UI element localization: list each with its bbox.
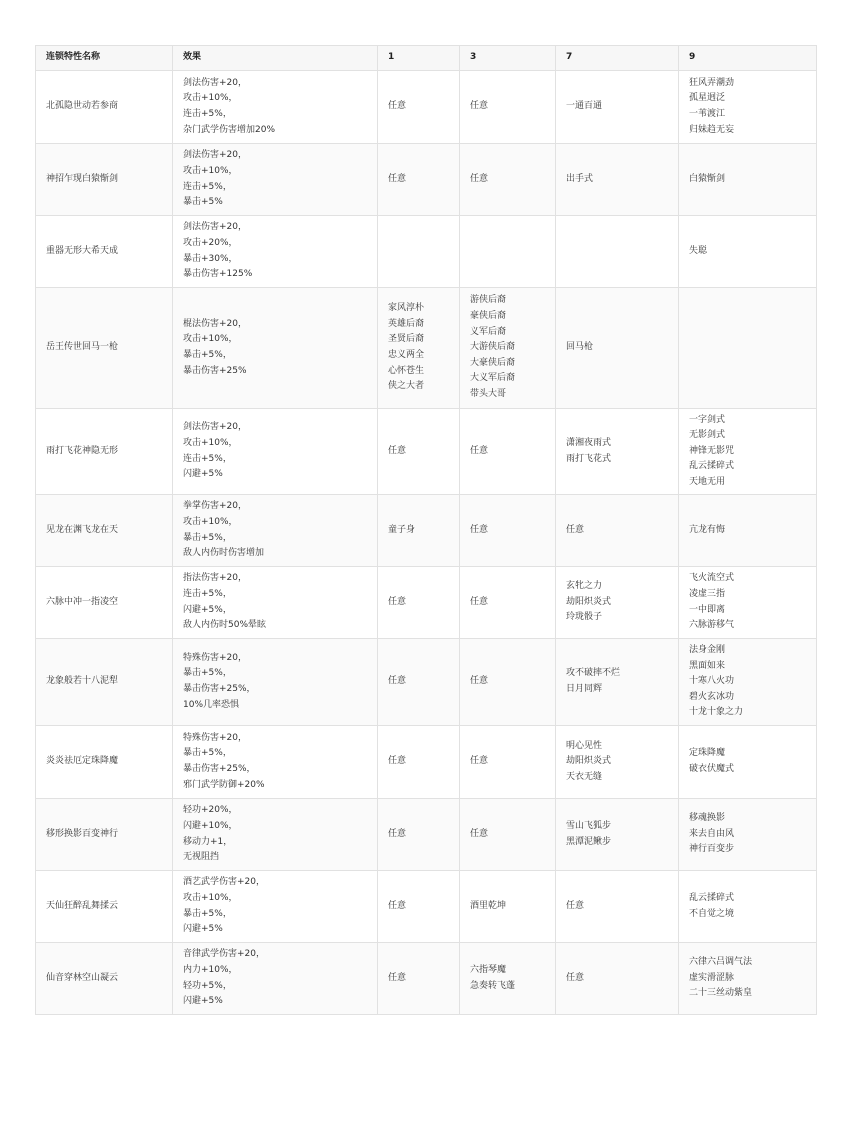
level-9-line: 飞火流空式 (689, 573, 735, 584)
level-9-line: 失聪 (689, 245, 708, 256)
level-7-line: 明心见性 (566, 740, 603, 751)
effect-cell (173, 567, 378, 639)
effect-line: 连击+5%， (183, 453, 232, 464)
level-3-cell (460, 288, 556, 409)
level-7-line: 出手式 (566, 173, 594, 184)
level-9-line: 移魂换影 (689, 813, 726, 824)
level-1-cell (378, 799, 460, 871)
level-1-line: 任意 (388, 445, 407, 456)
table-row (36, 144, 817, 216)
level-9-line: 来去自由风 (689, 828, 735, 839)
effect-line: 连击+5%， (183, 588, 232, 599)
level-9-cell (679, 639, 817, 726)
level-3-line: 六指琴魔 (470, 964, 507, 975)
level-7-cell (556, 144, 679, 216)
table-row (36, 799, 817, 871)
level-1-line: 忠义两全 (388, 350, 425, 360)
trait-name-cell: 移形换影百变神行 (36, 799, 173, 871)
effect-line: 暴击+5%， (183, 532, 232, 543)
effect-line: 攻击+10%， (183, 892, 238, 903)
level-3-line: 急奏转飞蓬 (470, 980, 516, 991)
effect-line: 剑法伤害+20， (183, 77, 247, 88)
level-3-cell (460, 71, 556, 144)
level-7-line: 劫阳炽炎式 (566, 756, 612, 767)
effect-line: 闪避+5%， (183, 604, 232, 615)
effect-line: 闪避+5% (183, 924, 223, 935)
level-9-cell (679, 288, 817, 409)
effect-line: 无视阻挡 (183, 852, 220, 863)
level-7-line: 任意 (566, 972, 585, 983)
trait-name-cell: 雨打飞花神隐无形 (36, 409, 173, 495)
table-row (36, 943, 817, 1015)
effect-line: 剑法伤害+20， (183, 422, 247, 433)
level-7-cell (556, 726, 679, 799)
level-9-line: 神行百变步 (689, 844, 735, 855)
effect-line: 剑法伤害+20， (183, 222, 247, 233)
effect-line: 闪避+5% (183, 996, 223, 1007)
level-1-line: 心怀苍生 (388, 365, 425, 376)
level-9-line: 归妹趋无妄 (689, 124, 735, 135)
level-3-cell (460, 567, 556, 639)
effect-line: 剑法伤害+20， (183, 150, 247, 161)
effect-line: 杂门武学伤害增加20% (183, 124, 276, 135)
level-9-line: 一字剑式 (689, 414, 726, 425)
effect-line: 棍法伤害+20， (183, 318, 247, 329)
level-7-line: 潇湘夜雨式 (566, 437, 612, 448)
effect-line: 暴击伤害+125% (183, 269, 253, 280)
table-row (36, 495, 817, 567)
level-3-line: 任意 (470, 173, 489, 184)
level-1-cell (378, 144, 460, 216)
level-3-cell (460, 726, 556, 799)
trait-name-cell: 仙音穿林空山凝云 (36, 943, 173, 1015)
level-3-line: 游侠后裔 (470, 295, 507, 306)
level-7-line: 雪山飞狐步 (566, 820, 612, 831)
level-7-line: 劫阳炽炎式 (566, 596, 612, 607)
level-9-line: 乱云揉碎式 (689, 892, 735, 903)
level-1-cell (378, 495, 460, 567)
level-1-cell (378, 871, 460, 943)
level-1-line: 任意 (388, 900, 407, 911)
level-9-line: 凌虚三指 (689, 588, 726, 599)
level-1-cell (378, 726, 460, 799)
level-1-cell (378, 639, 460, 726)
level-3-line: 大豪侠后裔 (470, 357, 516, 368)
level-7-line: 任意 (566, 900, 585, 911)
level-9-cell (679, 726, 817, 799)
header-level-1: 1 (378, 46, 460, 71)
effect-line: 攻击+10%， (183, 516, 238, 527)
level-9-line: 碧火玄冰功 (689, 691, 735, 702)
effect-line: 攻击+10%， (183, 93, 238, 104)
effect-line: 暴击伤害+25%， (183, 684, 256, 694)
effect-line: 连击+5%， (183, 181, 232, 192)
effect-line: 敌人内伤时50%晕眩 (183, 620, 267, 631)
level-7-line: 任意 (566, 524, 585, 535)
header-effect: 效果 (173, 46, 378, 71)
level-9-cell (679, 144, 817, 216)
effect-cell (173, 495, 378, 567)
level-7-line: 日月同辉 (566, 684, 603, 694)
level-3-line: 豪侠后裔 (470, 311, 507, 322)
level-1-line: 家风淳朴 (388, 303, 425, 314)
chain-traits-table-container (35, 45, 816, 1015)
effect-cell (173, 871, 378, 943)
level-1-line: 任意 (388, 676, 407, 687)
level-1-line: 任意 (388, 101, 407, 112)
effect-line: 连击+5%， (183, 109, 232, 119)
table-body (36, 71, 817, 1015)
level-1-line: 英雄后裔 (388, 318, 425, 329)
level-1-line: 侠之大者 (388, 381, 425, 392)
effect-line: 酒艺武学伤害+20， (183, 877, 265, 888)
level-7-cell (556, 71, 679, 144)
level-3-cell (460, 216, 556, 288)
level-1-line: 圣贤后裔 (388, 334, 425, 345)
level-1-cell (378, 943, 460, 1015)
trait-name-cell: 龙象般若十八泥犁 (36, 639, 173, 726)
effect-line: 音律武学伤害+20， (183, 949, 265, 960)
level-9-line: 不自觉之境 (689, 908, 735, 919)
level-1-line: 任意 (388, 596, 407, 607)
level-9-cell (679, 216, 817, 288)
table-row (36, 71, 817, 144)
level-1-line: 任意 (388, 756, 407, 767)
level-7-cell (556, 288, 679, 409)
level-9-line: 白猿惭剑 (689, 173, 726, 184)
level-1-cell (378, 409, 460, 495)
effect-line: 攻击+10%， (183, 165, 238, 176)
level-9-line: 神锋无影咒 (689, 445, 735, 456)
table-row (36, 216, 817, 288)
effect-line: 暴击+5%， (183, 748, 232, 759)
effect-cell (173, 144, 378, 216)
level-7-cell (556, 871, 679, 943)
level-3-cell (460, 495, 556, 567)
level-7-line: 黑潭泥鳅步 (566, 836, 612, 847)
level-3-cell (460, 409, 556, 495)
level-9-line: 亢龙有悔 (689, 524, 726, 535)
effect-cell (173, 409, 378, 495)
level-9-cell (679, 943, 817, 1015)
level-9-line: 乱云揉碎式 (689, 461, 735, 472)
effect-line: 攻击+10%， (183, 437, 238, 448)
effect-line: 特殊伤害+20， (183, 732, 247, 743)
effect-line: 暴击+30%， (183, 253, 238, 264)
effect-line: 暴击+5%， (183, 908, 232, 919)
level-1-line: 童子身 (388, 524, 416, 535)
level-3-cell (460, 144, 556, 216)
effect-line: 暴击伤害+25%， (183, 764, 256, 774)
level-9-cell (679, 567, 817, 639)
level-7-cell (556, 409, 679, 495)
level-9-line: 法身金刚 (689, 645, 726, 656)
level-9-cell (679, 71, 817, 144)
level-7-line: 天衣无缝 (566, 771, 603, 782)
table-row (36, 288, 817, 409)
table-row (36, 639, 817, 726)
trait-name-cell: 岳王传世回马一枪 (36, 288, 173, 409)
effect-line: 闪避+10%， (183, 820, 238, 831)
effect-line: 特殊伤害+20， (183, 652, 247, 663)
level-3-line: 任意 (470, 101, 489, 112)
trait-name-cell: 神招乍现白猿惭剑 (36, 144, 173, 216)
effect-line: 指法伤害+20， (183, 573, 247, 584)
trait-name-cell: 见龙在渊飞龙在天 (36, 495, 173, 567)
level-3-line: 任意 (470, 524, 489, 535)
level-3-cell (460, 799, 556, 871)
level-1-cell (378, 567, 460, 639)
trait-name-cell: 炎炎祛厄定珠降魔 (36, 726, 173, 799)
trait-name-cell: 六脉中冲一指凌空 (36, 567, 173, 639)
effect-line: 闪避+5% (183, 469, 223, 480)
effect-line: 内力+10%， (183, 964, 238, 975)
level-3-line: 大义军后裔 (470, 373, 516, 384)
level-7-line: 攻不破摔不烂 (566, 668, 621, 679)
level-9-line: 十龙十象之力 (689, 707, 744, 718)
effect-line: 暴击伤害+25% (183, 365, 247, 376)
trait-name-cell: 重器无形大希天成 (36, 216, 173, 288)
trait-name-cell: 天仙狂醉乱舞揉云 (36, 871, 173, 943)
level-3-cell (460, 639, 556, 726)
effect-cell (173, 288, 378, 409)
level-3-line: 任意 (470, 596, 489, 607)
level-3-line: 任意 (470, 676, 489, 687)
effect-line: 10%几率恐惧 (183, 699, 240, 710)
effect-line: 攻击+20%， (183, 237, 238, 248)
level-3-line: 酒里乾坤 (470, 900, 507, 911)
header-level-3: 3 (460, 46, 556, 71)
level-9-line: 定珠降魔 (689, 748, 726, 759)
header-level-7: 7 (556, 46, 679, 71)
header-level-9: 9 (679, 46, 817, 71)
effect-line: 攻击+10%， (183, 334, 238, 345)
level-9-cell (679, 409, 817, 495)
level-7-cell (556, 799, 679, 871)
table-header-row (36, 46, 817, 71)
level-1-cell (378, 216, 460, 288)
level-9-line: 一苇渡江 (689, 109, 726, 119)
level-9-line: 六律六吕调气法 (689, 957, 753, 968)
table-row (36, 567, 817, 639)
effect-line: 轻功+20%， (183, 805, 238, 816)
effect-line: 拳掌伤害+20， (183, 501, 247, 512)
level-3-cell (460, 871, 556, 943)
level-9-line: 天地无用 (689, 476, 726, 487)
trait-name-cell: 北孤隐世动若参商 (36, 71, 173, 144)
level-3-line: 带头大哥 (470, 388, 507, 399)
level-1-cell (378, 288, 460, 409)
level-9-line: 黑面如来 (689, 660, 726, 671)
level-9-line: 十寒八火功 (689, 676, 735, 687)
level-9-line: 二十三丝动紫皇 (689, 988, 753, 999)
level-7-line: 玄牝之力 (566, 581, 603, 592)
level-7-cell (556, 216, 679, 288)
level-3-line: 义军后裔 (470, 326, 507, 337)
table-row (36, 726, 817, 799)
level-3-line: 任意 (470, 828, 489, 839)
effect-line: 暴击+5% (183, 197, 223, 208)
level-7-cell (556, 495, 679, 567)
header-trait-name: 连锁特性名称 (36, 46, 173, 71)
effect-cell (173, 216, 378, 288)
level-1-line: 任意 (388, 828, 407, 839)
level-9-cell (679, 495, 817, 567)
level-7-cell (556, 639, 679, 726)
effect-line: 移动力+1， (183, 836, 233, 847)
level-9-line: 六脉游移气 (689, 620, 735, 631)
level-7-cell (556, 567, 679, 639)
level-7-line: 玲珑骰子 (566, 612, 603, 623)
level-1-line: 任意 (388, 972, 407, 983)
effect-line: 轻功+5%， (183, 980, 232, 991)
level-3-line: 任意 (470, 445, 489, 456)
level-9-line: 一中即离 (689, 604, 726, 615)
effect-line: 暴击+5%， (183, 668, 232, 679)
effect-line: 敌人内伤时伤害增加 (183, 548, 265, 559)
level-3-line: 大游侠后裔 (470, 342, 516, 353)
chain-traits-table (35, 45, 817, 1015)
table-row (36, 871, 817, 943)
level-9-line: 破衣伏魔式 (689, 764, 735, 774)
table-row (36, 409, 817, 495)
effect-line: 暴击+5%， (183, 350, 232, 360)
level-7-line: 一通百通 (566, 101, 603, 112)
effect-line: 邪门武学防御+20% (183, 779, 265, 790)
level-7-line: 回马枪 (566, 342, 594, 353)
level-9-cell (679, 871, 817, 943)
effect-cell (173, 943, 378, 1015)
effect-cell (173, 71, 378, 144)
level-9-line: 孤星迥泛 (689, 93, 726, 104)
level-3-line: 任意 (470, 756, 489, 767)
level-7-cell (556, 943, 679, 1015)
level-1-line: 任意 (388, 173, 407, 184)
effect-cell (173, 726, 378, 799)
effect-cell (173, 799, 378, 871)
effect-cell (173, 639, 378, 726)
level-9-cell (679, 799, 817, 871)
level-3-cell (460, 943, 556, 1015)
level-7-line: 雨打飞花式 (566, 453, 612, 464)
level-9-line: 无影剑式 (689, 430, 726, 441)
level-9-line: 虚实滑涩脉 (689, 972, 735, 983)
level-1-cell (378, 71, 460, 144)
level-9-line: 狂风弄潮劲 (689, 77, 735, 88)
